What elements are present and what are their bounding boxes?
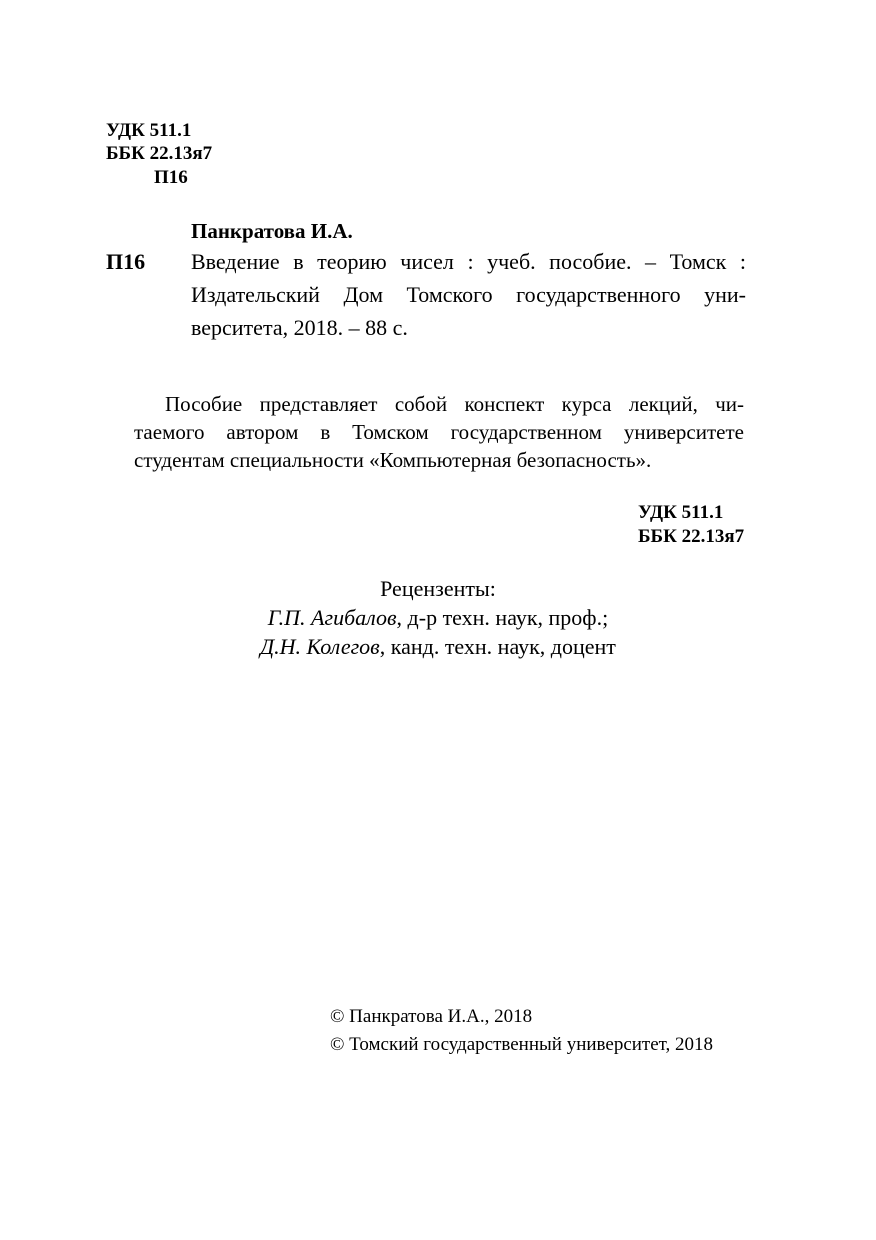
- reviewer-item: [0, 632, 876, 661]
- description-line: Введение в теорию чисел : учеб. пособие. – Томск :: [191, 249, 746, 274]
- description-line: Издательский Дом Томского государственного уни-: [191, 282, 746, 307]
- reviewer-name: Г.П. Агибалов: [267, 605, 397, 630]
- bbk-top: ББК 22.13я7: [106, 143, 213, 164]
- annotation: [134, 390, 744, 474]
- annotation-line: студентам специальности «Компьютерная безопасность».: [134, 448, 652, 472]
- description-line: верситета, 2018. – 88 с.: [191, 315, 408, 340]
- reviewers-block: [0, 574, 876, 661]
- copyright-line: © Панкратова И.А., 2018: [330, 1006, 533, 1027]
- copyright-block: [330, 1003, 713, 1059]
- bbk-right: ББК 22.13я7: [638, 526, 745, 547]
- author-mark-code: П16: [106, 249, 146, 274]
- reviewer-item: [0, 603, 876, 632]
- author-mark-top: П16: [154, 167, 188, 188]
- reviewer-title: , д-р техн. наук, проф.;: [396, 605, 609, 630]
- udk-top: УДК 511.1: [106, 120, 192, 141]
- reviewers-heading: Рецензенты:: [380, 576, 496, 601]
- author-name: Панкратова И.А.: [191, 219, 353, 243]
- annotation-line: Пособие представляет собой конспект курса лекций, чи-: [165, 392, 744, 416]
- reviewer-name: Д.Н. Колегов: [260, 634, 380, 659]
- copyright-line: © Томский государственный университет, 2018: [330, 1034, 714, 1055]
- bibliographic-description: [191, 245, 746, 344]
- udk-right: УДК 511.1: [638, 502, 724, 523]
- annotation-line: таемого автором в Томском государственном университете: [134, 420, 744, 444]
- reviewer-title: , канд. техн. наук, доцент: [379, 634, 616, 659]
